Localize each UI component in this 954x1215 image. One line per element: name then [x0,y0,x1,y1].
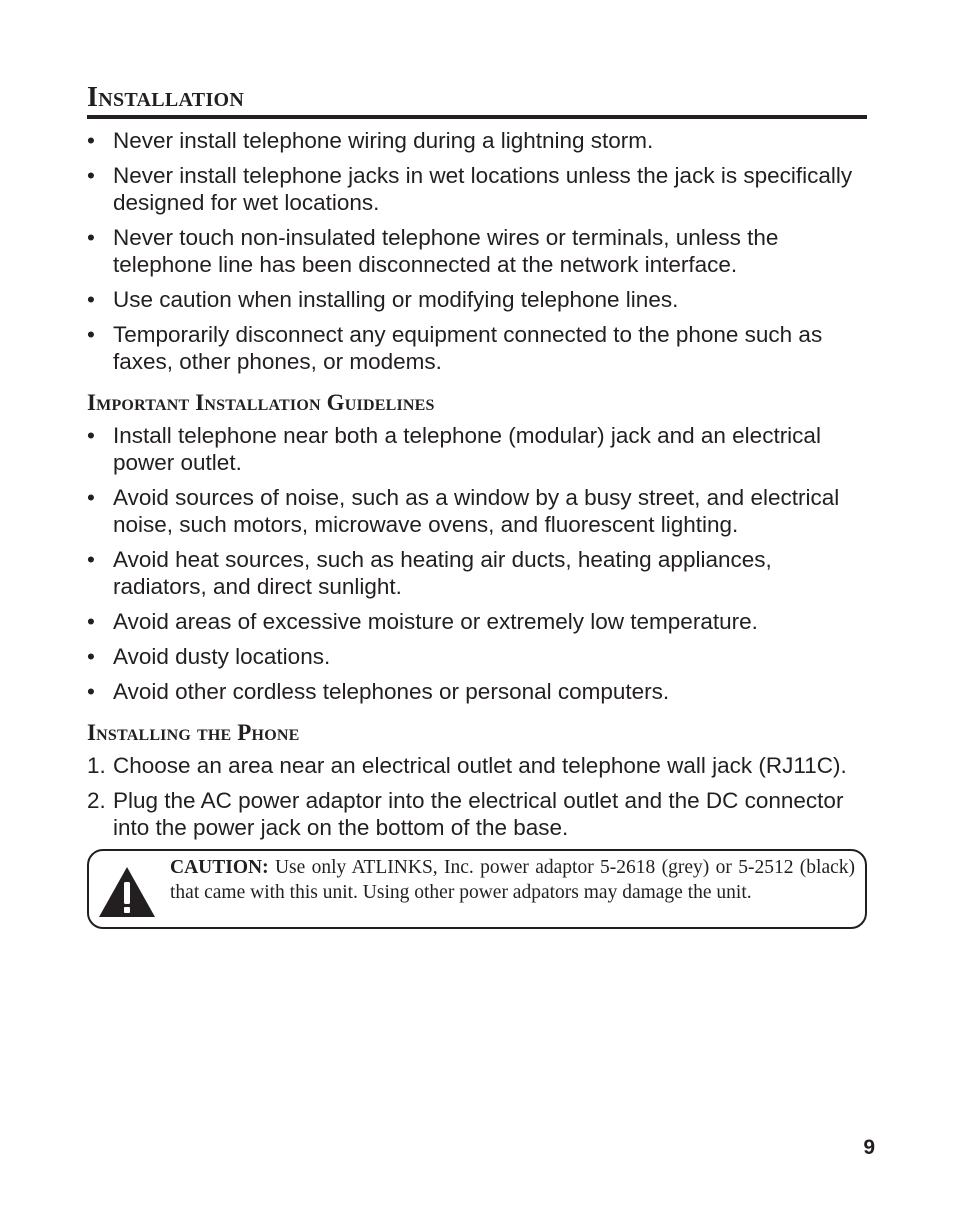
list-item-text: Never install telephone jacks in wet locations unless the jack is specifically designed for wet locations. [113,163,853,215]
bullet-dot: • [87,547,95,572]
installation-list [87,127,867,375]
list-item-text: Temporarily disconnect any equipment connected to the phone such as faxes, other phones, or modems. [113,322,823,374]
bullet-dot: • [87,679,95,704]
guidelines-heading: Important Installation Guidelines [87,390,435,415]
list-item [87,321,867,375]
list-item-text: Never install telephone wiring during a lightning storm. [113,128,654,153]
installing-heading: Installing the Phone [87,720,300,745]
caution-body: Use only ATLINKS, Inc. power adaptor 5-2618 (grey) or 5-2512 (black) that came with this unit. Using other power adpators may damage the unit. [170,857,856,903]
installation-heading: Installation [87,84,867,119]
list-item-text: Avoid dusty locations. [113,644,331,669]
list-item-text: Avoid heat sources, such as heating air ducts, heating appliances, radiators, and direct sunlight. [113,547,772,599]
caution-label: CAUTION: [170,857,269,878]
bullet-dot: • [87,128,95,153]
step-item [87,787,867,841]
list-item [87,643,867,670]
list-item-text: Use caution when installing or modifying telephone lines. [113,287,679,312]
list-item [87,422,867,476]
step-text: Choose an area near an electrical outlet and telephone wall jack (RJ11C). [113,753,847,778]
step-number: 1. [87,753,106,778]
guidelines-list [87,422,867,705]
list-item-text: Avoid other cordless telephones or personal computers. [113,679,670,704]
list-item [87,224,867,278]
list-item-text: Avoid sources of noise, such as a window by a busy street, and electrical noise, such motors, microwave ovens, and fluorescent lighting. [113,485,840,537]
list-item [87,127,867,154]
bullet-dot: • [87,322,95,347]
step-text: Plug the AC power adaptor into the electrical outlet and the DC connector into the power jack on the bottom of the base. [113,788,844,840]
list-item [87,286,867,313]
step-item [87,752,867,779]
list-item-text: Install telephone near both a telephone (modular) jack and an electrical power outlet. [113,423,821,475]
page-number: 9 [863,1136,875,1159]
list-item [87,484,867,538]
list-item-text: Never touch non-insulated telephone wires or terminals, unless the telephone line has been disconnected at the network interface. [113,225,779,277]
caution-box [87,849,867,929]
bullet-dot: • [87,644,95,669]
bullet-dot: • [87,485,95,510]
list-item [87,546,867,600]
document-page [87,84,867,929]
bullet-dot: • [87,225,95,250]
installing-steps [87,752,867,841]
list-item [87,608,867,635]
list-item [87,162,867,216]
list-item [87,678,867,705]
bullet-dot: • [87,423,95,448]
bullet-dot: • [87,163,95,188]
caution-text [170,855,855,905]
warning-triangle-icon [98,866,156,918]
list-item-text: Avoid areas of excessive moisture or extremely low temperature. [113,609,758,634]
bullet-dot: • [87,287,95,312]
bullet-dot: • [87,609,95,634]
step-number: 2. [87,788,106,813]
